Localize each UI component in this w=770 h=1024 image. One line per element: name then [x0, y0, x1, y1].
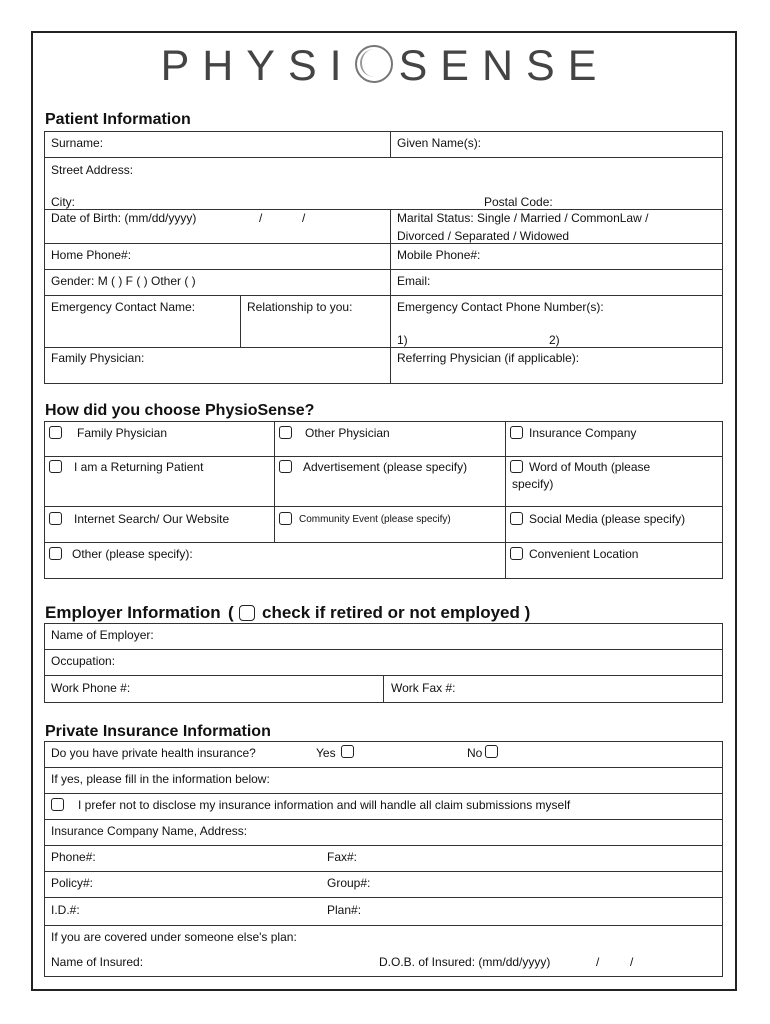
marital-status-options: Divorced / Separated / Widowed	[397, 229, 570, 243]
option-label: I am a Returning Patient	[74, 460, 204, 474]
insurance-phone-field[interactable]: Phone#:	[51, 850, 96, 864]
work-phone-field[interactable]: Work Phone #:	[51, 681, 131, 695]
mobile-phone-field[interactable]: Mobile Phone#:	[397, 248, 481, 262]
date-of-birth-field[interactable]: Date of Birth: (mm/dd/yyyy)	[51, 211, 197, 225]
dob-slash: /	[596, 955, 600, 969]
home-phone-field[interactable]: Home Phone#:	[51, 248, 132, 262]
employer-heading-paren: (	[228, 603, 234, 622]
surname-field[interactable]: Surname:	[51, 136, 104, 150]
retired-checkbox[interactable]	[239, 605, 255, 621]
private-insurance-question: Do you have private health insurance?	[51, 746, 256, 760]
convenient-location-checkbox[interactable]	[510, 547, 523, 560]
emergency-phone-2[interactable]: 2)	[549, 333, 560, 347]
insured-name-field[interactable]: Name of Insured:	[51, 955, 144, 969]
marital-status-field[interactable]: Marital Status: Single / Married / CommonLaw /	[397, 211, 649, 225]
referring-physician-field[interactable]: Referring Physician (if applicable):	[397, 351, 580, 365]
patient-info-heading: Patient Information	[45, 111, 191, 128]
option-label: Advertisement (please specify)	[303, 460, 468, 474]
option-label: Word of Mouth (please	[529, 460, 651, 474]
option-label: Family Physician	[77, 426, 168, 440]
yes-label: Yes	[316, 746, 336, 760]
relationship-field[interactable]: Relationship to you:	[247, 300, 353, 314]
logo-circle-icon	[355, 45, 393, 83]
other-physician-checkbox[interactable]	[279, 426, 292, 439]
given-name-field[interactable]: Given Name(s):	[397, 136, 482, 150]
insurance-company-checkbox[interactable]	[510, 426, 523, 439]
insurance-yes-checkbox[interactable]	[341, 745, 354, 758]
work-fax-field[interactable]: Work Fax #:	[391, 681, 456, 695]
option-label: Social Media (please specify)	[529, 512, 686, 526]
emergency-phone-1[interactable]: 1)	[397, 333, 408, 347]
plan-number-field[interactable]: Plan#:	[327, 903, 362, 917]
option-label: specify)	[512, 477, 554, 491]
option-label: Convenient Location	[529, 547, 639, 561]
insurance-fax-field[interactable]: Fax#:	[327, 850, 358, 864]
street-address-field[interactable]: Street Address:	[51, 163, 134, 177]
physiosense-logo: PHYSI SENSE	[160, 42, 610, 90]
employer-heading-note: check if retired or not employed )	[262, 603, 531, 622]
group-number-field[interactable]: Group#:	[327, 876, 371, 890]
word-of-mouth-checkbox[interactable]	[510, 460, 523, 473]
family-physician-field[interactable]: Family Physician:	[51, 351, 145, 365]
advertisement-checkbox[interactable]	[279, 460, 292, 473]
insurance-heading: Private Insurance Information	[45, 723, 271, 740]
prefer-not-checkbox[interactable]	[51, 798, 64, 811]
community-event-checkbox[interactable]	[279, 512, 292, 525]
insurance-no-checkbox[interactable]	[485, 745, 498, 758]
option-label: Community Event (please specify)	[299, 514, 451, 525]
other-checkbox[interactable]	[49, 547, 62, 560]
emergency-contact-name-field[interactable]: Emergency Contact Name:	[51, 300, 196, 314]
insured-dob-field[interactable]: D.O.B. of Insured: (mm/dd/yyyy)	[379, 955, 551, 969]
option-label: Other (please specify):	[72, 547, 193, 561]
if-yes-note: If yes, please fill in the information below:	[51, 772, 270, 786]
emergency-phone-field[interactable]: Emergency Contact Phone Number(s):	[397, 300, 604, 314]
choose-heading: How did you choose PhysioSense?	[45, 402, 315, 419]
family-physician-checkbox[interactable]	[49, 426, 62, 439]
policy-number-field[interactable]: Policy#:	[51, 876, 94, 890]
option-label: Internet Search/ Our Website	[74, 512, 230, 526]
employer-heading: Employer Information	[45, 603, 221, 622]
social-media-checkbox[interactable]	[510, 512, 523, 525]
insurance-id-field[interactable]: I.D.#:	[51, 903, 80, 917]
employer-name-field[interactable]: Name of Employer:	[51, 628, 154, 642]
dob-slash: /	[302, 211, 306, 225]
gender-field[interactable]: Gender: M ( ) F ( ) Other ( )	[51, 274, 196, 288]
city-field[interactable]: City:	[51, 195, 75, 209]
prefer-not-label: I prefer not to disclose my insurance information and will handle all claim submissions myself	[78, 798, 571, 812]
postal-code-field[interactable]: Postal Code:	[484, 195, 553, 209]
covered-note: If you are covered under someone else's plan:	[51, 930, 297, 944]
internet-search-checkbox[interactable]	[49, 512, 62, 525]
option-label: Other Physician	[305, 426, 390, 440]
dob-slash: /	[630, 955, 634, 969]
returning-patient-checkbox[interactable]	[49, 460, 62, 473]
option-label: Insurance Company	[529, 426, 637, 440]
insurance-company-field[interactable]: Insurance Company Name, Address:	[51, 824, 248, 838]
dob-slash: /	[259, 211, 263, 225]
occupation-field[interactable]: Occupation:	[51, 654, 116, 668]
no-label: No	[467, 746, 483, 760]
email-field[interactable]: Email:	[397, 274, 431, 288]
